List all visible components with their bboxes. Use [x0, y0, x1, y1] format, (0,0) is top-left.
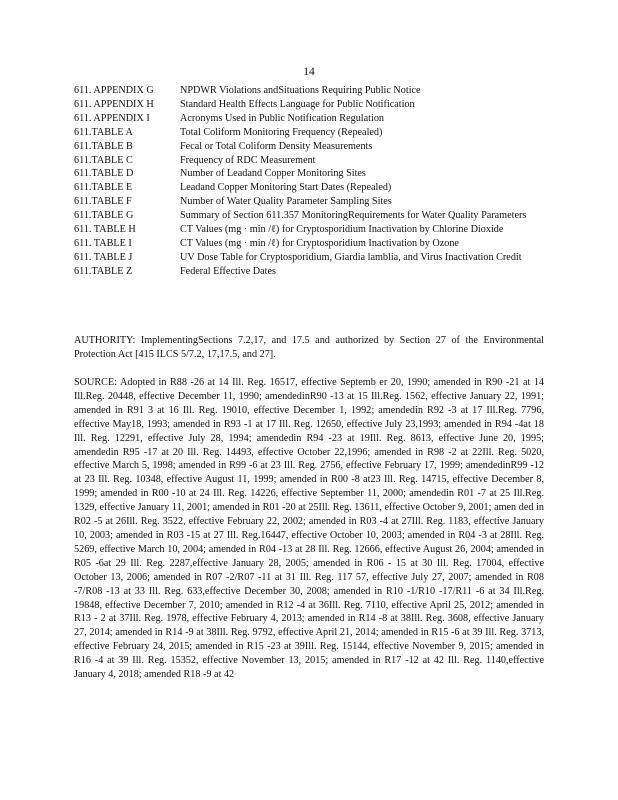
- toc-reference: 611. TABLE H: [74, 224, 136, 236]
- toc-row: [74, 223, 544, 237]
- toc-reference: 611. APPENDIX I: [74, 112, 150, 124]
- toc-reference: 611. APPENDIX H: [74, 98, 154, 110]
- toc-reference: 611.TABLE D: [74, 168, 134, 180]
- toc-row: [74, 84, 544, 98]
- toc-reference: 611.TABLE Z: [74, 265, 133, 277]
- toc-reference: 611.TABLE G: [74, 210, 134, 222]
- toc-row: [74, 140, 544, 154]
- toc-reference: 611.TABLE B: [74, 140, 133, 152]
- toc-reference: 611. TABLE I: [74, 237, 132, 249]
- source-paragraph: SOURCE: Adopted in R88 -26 at 14 Ill. Reg. 16517, effective Septemb er 20, 1990; amended in R90 -21 at 14 Ill.Reg. 20448, effective December 11, 1990; amendedinR90 -13 at 15 Ill.Reg. 1562, effective January 22, 1991; amended in R91 3 at 16 Ill. Reg. 19010, effective December 1, 1992; amendedin R92 -3 at 17 Ill.Reg. 7796, effective May18, 1993; amended in R93 -1 at 17 Ill. Reg. 12650, effective July 23,1993; amended in R94 -4at 18 Ill. Reg. 12291, effective July 28, 1994; amendedin R94 -23 at 19Ill. Reg. 8613, effective June 20, 1995; amendedin R95 -17 at 20 Ill. Reg. 14493, effective October 22,1996; amended in R98 -2 at 22Ill. Reg. 5020, effective March 5, 1998; amended in R99 -6 at 23 Ill. Reg. 2756, effective February 17, 1999; amendedinR99 -12 at 23 Ill. Reg. 10348, effective August 11, 1999; amended in R00 -8 at23 Ill. Reg. 14715, effective December 8, 1999; amended in R00 -10 at 24 Ill. Reg. 14226, effective September 11, 2000; amendedin R01 -7 at 25 Ill.Reg. 1329, effective January 11, 2001; amended in R01 -20 at 25Ill. Reg. 13611, effective October 9, 2001; amen ded in R02 -5 at 26Ill. Reg. 3522, effective February 22, 2002; amended in R03 -4 at 27Ill. Reg. 1183, effective January 10, 2003; amended in R03 -15 at 27 Ill. Reg.16447, effective October 10, 2003; amended in R04 -3 at 28Ill. Reg. 5269, effective March 10, 2004; amended in R04 -13 at 28 Ill. Reg. 12666, effective August 26, 2004; amended in R05 -6at 29 Ill. Reg. 2287,effective January 28, 2005; amended in R06 - 15 at 30 Ill. Reg. 17004, effective October 13, 2006; amended in R07 -2/R07 -11 at 31 Ill. Reg. 117 57, effective July 27, 2007; amended in R08 -7/R08 -13 at 33 Ill. Reg. 633,effective December 30, 2008; amended in R10 -1/R10 -17/R11 -6 at 34 Ill.Reg. 19848, effective December 7, 2010; amended in R12 -4 at 36Ill. Reg. 7110, effective April 25, 2012; amended in R13 - 2 at 37Ill. Reg. 1978, effective February 4, 2013; amended in R14 -8 at 38Ill. Reg. 3608, effective January 27, 2014; amended in R14 -9 at 38Ill. Reg. 9792, effective April 21, 2014; amended in R15 -6 at 39 Ill. Reg. 3713, effective February 24, 2015; amended in R15 -23 at 39Ill. Reg. 15144, effective November 9, 2015; amended in R16 -4 at 39 Ill. Reg. 15352, effective November 13, 2015; amended in R17 -12 at 42 Ill. Reg. 1140,effective January 4, 2018; amended R18 -9 at 42: [74, 377, 544, 681]
- toc-row: [74, 181, 544, 195]
- toc-row: [74, 167, 544, 181]
- toc-reference: 611. APPENDIX G: [74, 85, 154, 96]
- toc-row: [74, 154, 544, 168]
- toc-description: Number of Leadand Copper Monitoring Sites: [180, 168, 366, 180]
- toc-row: [74, 209, 544, 223]
- toc-description: Frequency of RDC Measurement: [180, 154, 316, 166]
- toc-row: [74, 251, 544, 265]
- toc-row: [74, 98, 544, 112]
- toc-reference: 611.TABLE F: [74, 196, 132, 208]
- toc-description: Number of Water Quality Parameter Sampling Sites: [180, 196, 392, 208]
- toc-description: Standard Health Effects Language for Public Notification: [180, 98, 415, 110]
- toc-description: NPDWR Violations andSituations Requiring Public Notice: [180, 85, 421, 96]
- toc-description: CT Values (mg · min /ℓ) for Cryptosporidium Inactivation by Ozone: [180, 237, 459, 249]
- toc-row: [74, 126, 544, 140]
- toc-description: Fecal or Total Coliform Density Measurements: [180, 140, 373, 152]
- page-number: 14: [303, 66, 315, 78]
- toc-description: Federal Effective Dates: [180, 265, 276, 277]
- toc-description: Total Coliform Monitoring Frequency (Repealed): [180, 126, 383, 138]
- toc-reference: 611.TABLE C: [74, 154, 133, 166]
- table-of-contents: [74, 84, 544, 279]
- toc-row: [74, 195, 544, 209]
- toc-reference: 611.TABLE E: [74, 182, 133, 194]
- toc-row: [74, 265, 544, 279]
- toc-reference: 611. TABLE J: [74, 251, 133, 263]
- toc-description: CT Values (mg · min /ℓ) for Cryptosporidium Inactivation by Chlorine Dioxide: [180, 224, 504, 236]
- toc-description: Acronyms Used in Public Notification Regulation: [180, 112, 385, 124]
- toc-row: [74, 112, 544, 126]
- toc-description: Summary of Section 611.357 MonitoringRequirements for Water Quality Parameters: [180, 210, 527, 222]
- toc-reference: 611.TABLE A: [74, 126, 133, 138]
- toc-description: Leadand Copper Monitoring Start Dates (Repealed): [180, 182, 392, 194]
- toc-description: UV Dose Table for Cryptosporidium, Giardia lamblia, and Virus Inactivation Credit: [180, 251, 522, 263]
- toc-row: [74, 237, 544, 251]
- authority-paragraph: AUTHORITY: ImplementingSections 7.2,17, and 17.5 and authorized by Section 27 of the Environmental Protection Act [415 ILCS 5/7.2, 17,17.5, and 27].: [74, 335, 544, 360]
